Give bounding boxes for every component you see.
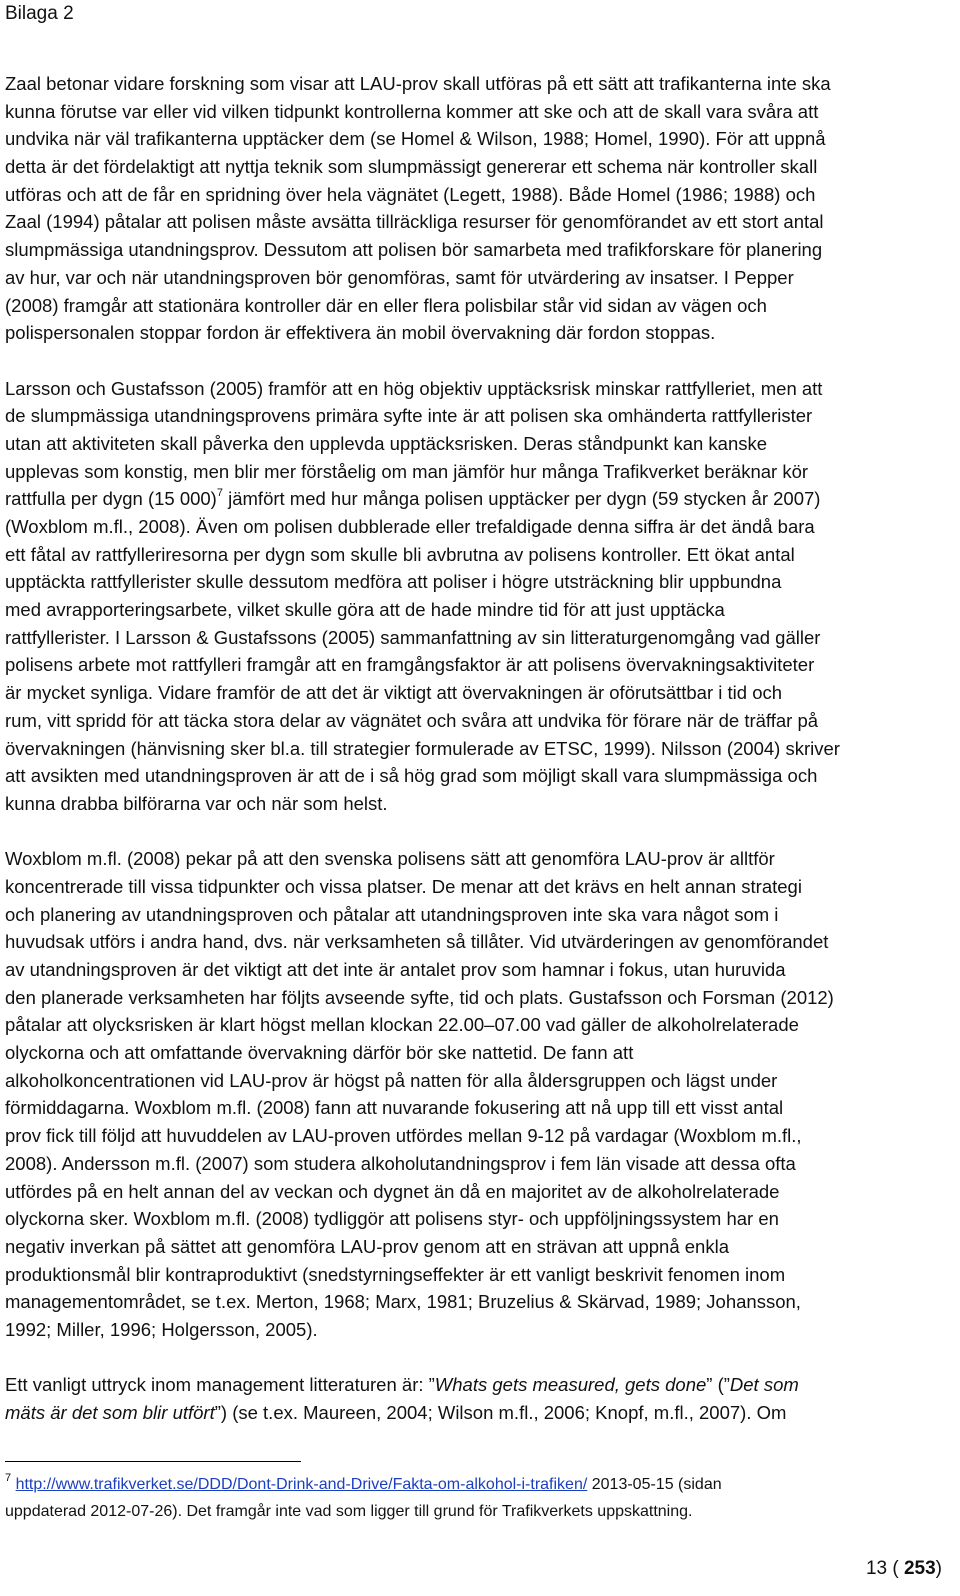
text-segment: ” (”	[706, 1374, 730, 1396]
paragraph-gap	[5, 347, 953, 375]
text-line: av hur, var och när utandningsproven bör genomföras, samt för utvärdering av insatser. I Pepper	[5, 266, 794, 288]
text-line: olyckorna sker. Woxblom m.fl. (2008) tydliggör att polisens styr- och uppföljningssystem har en	[5, 1208, 779, 1230]
paragraph-4	[5, 1371, 953, 1426]
page-total: 253	[903, 1558, 936, 1579]
text-line: och planering av utandningsproven och påtalar att utandningsproven inte ska vara något som i	[5, 903, 779, 925]
text-segment: ”) (se t.ex. Maureen, 2004; Wilson m.fl., 2006; Knopf, m.fl., 2007). Om	[214, 1402, 787, 1423]
quoted-translation: Det som	[729, 1374, 799, 1396]
text-line: av utandningsproven är det viktigt att det inte är antalet prov som hamnar i fokus, utan huruvida	[5, 959, 786, 980]
paragraph-gap	[5, 818, 953, 846]
text-line	[5, 1399, 953, 1427]
text-line: de slumpmässiga utandningsprovens primära syfte inte är att polisen ska omhänderta rattfyllerister	[5, 405, 813, 427]
text-line: rattfyllerister. I Larsson & Gustafssons (2005) sammanfattning av sin litteraturgenomgång vad gäller	[5, 626, 821, 648]
text-segment: rattfulla per dygn (15 000)	[5, 488, 217, 510]
text-line	[5, 1371, 953, 1399]
text-line: Zaal betonar vidare forskning som visar att LAU-prov skall utföras på ett sätt att trafikanterna inte ska	[5, 73, 831, 94]
text-line: att avsikten med utandningsproven är att de i så hög grad som möjligt skall vara slumpmässiga och	[5, 765, 818, 787]
text-line: polispersonalen stoppar fordon är effektivera än mobil övervakning där fordon stoppas.	[5, 322, 716, 344]
page-number	[866, 1556, 942, 1582]
text-line: managementområdet, se t.ex. Merton, 1968; Marx, 1981; Bruzelius & Skärvad, 1989; Johansson,	[5, 1291, 801, 1313]
text-line-with-footnote	[5, 485, 953, 513]
body-text	[5, 70, 953, 1427]
text-line: den planerade verksamheten har följts avseende syfte, tid och plats. Gustafsson och Forsman (2012)	[5, 986, 834, 1008]
text-line: koncentrerade till vissa tidpunkter och vissa platser. De menar att det krävs en helt annan strategi	[5, 875, 802, 897]
footnote-marker: 7	[5, 1471, 12, 1484]
text-line: (2008) framgår att stationära kontroller där en eller flera polisbilar står vid sidan av vägen och	[5, 294, 767, 316]
text-line: polisens arbete mot rattfylleri framgår att en framgångsfaktor är att polisens övervakningsaktiviteter	[5, 654, 815, 676]
footnote-separator	[5, 1461, 301, 1462]
text-line: 1992; Miller, 1996; Holgersson, 2005).	[5, 1318, 318, 1340]
footnote-reference[interactable]: 7	[216, 487, 223, 500]
page-current: 13	[865, 1558, 888, 1579]
text-line: olyckorna och att omfattande övervakning därför bör ske nattetid. De fann att	[5, 1042, 634, 1064]
text-segment: jämfört med hur många polisen upptäcker per dygn (59 stycken år 2007)	[222, 488, 821, 510]
text-line: med avrapporteringsarbete, vilket skulle göra att de hade mindre tid för att just upptäcka	[5, 599, 725, 621]
text-line: förmiddagarna. Woxblom m.fl. (2008) fann att nuvarande fokusering att nå upp till ett visst antal	[5, 1097, 784, 1119]
quoted-translation: mäts är det som blir utfört	[5, 1402, 215, 1423]
footnote-line	[5, 1471, 953, 1498]
page-paren-open: (	[887, 1558, 904, 1579]
page-header: Bilaga 2	[5, 3, 74, 24]
text-line: 2008). Andersson m.fl. (2007) som studera alkoholutandningsprov i fem län visade att dessa ofta	[5, 1152, 796, 1174]
text-line: rum, vitt spridd för att täcka stora delar av vägnätet och svåra att undvika för förare när de träffar på	[5, 709, 819, 731]
text-line: alkoholkoncentrationen vid LAU-prov är högst på natten för alla åldersgruppen och lägst under	[5, 1069, 778, 1091]
quoted-expression: Whats gets measured, gets done	[434, 1374, 707, 1396]
page-paren-close: )	[935, 1558, 942, 1579]
text-line: huvudsak utförs i andra hand, dvs. när verksamheten så tillåter. Vid utvärderingen av genomförandet	[5, 931, 829, 953]
paragraph-2	[5, 375, 953, 818]
text-line: ett fåtal av rattfylleriresorna per dygn som skulle bli avbrutna av polisens kontroller. Ett ökat antal	[5, 543, 795, 565]
text-line: upptäckta rattfyllerister skulle dessutom medföra att poliser i högre utsträckning blir uppbundna	[5, 571, 782, 593]
text-line: Woxblom m.fl. (2008) pekar på att den svenska polisens sätt att genomföra LAU-prov är alltför	[5, 848, 775, 870]
text-line: Zaal (1994) påtalar att polisen måste avsätta tillräckliga resurser för genomförandet av ett stort antal	[5, 211, 824, 233]
text-line: detta är det fördelaktigt att nyttja teknik som slumpmässigt genererar ett schema när kontroller skall	[5, 156, 818, 178]
text-line: upplevas som konstig, men blir mer förståelig om man jämför hur många Trafikverket beräknar kör	[5, 460, 809, 482]
text-line: slumpmässiga utandningsprov. Dessutom att polisen bör samarbeta med trafikforskare för planering	[5, 239, 823, 261]
text-line: negativ inverkan på sättet att genomföra LAU-prov genom att en strävan att uppnå enkla	[5, 1235, 729, 1257]
paragraph-3	[5, 845, 953, 1343]
text-line: undvika när väl trafikanterna upptäcker dem (se Homel & Wilson, 1988; Homel, 1990). För att uppnå	[5, 128, 826, 150]
text-line: utan att aktiviteten skall påverka den upplevda upptäcksrisken. Deras ståndpunkt kan kanske	[5, 432, 768, 454]
text-line: (Woxblom m.fl., 2008). Även om polisen dubblerade eller trefaldigade denna siffra är det ändå bara	[5, 516, 815, 537]
footnote	[5, 1471, 953, 1525]
text-line: påtalar att olycksrisken är klart högst mellan klockan 22.00–07.00 vad gäller de alkoholrelaterade	[5, 1014, 799, 1036]
text-segment: Ett vanligt uttryck inom management litteraturen är: ”	[5, 1374, 435, 1396]
text-line: prov fick till följd att huvuddelen av LAU-proven utfördes mellan 9-12 på vardagar (Woxblom m.fl.,	[5, 1125, 802, 1147]
footnote-date: 2013-05-15 (sidan	[587, 1476, 722, 1493]
text-line: kunna drabba bilförarna var och när som helst.	[5, 792, 388, 814]
paragraph-1	[5, 70, 953, 347]
footnote-line: uppdaterad 2012-07-26). Det framgår inte vad som ligger till grund för Trafikverkets uppskattning.	[5, 1503, 693, 1520]
text-line: utfördes på en helt annan del av veckan och dygnet än då en majoritet av de alkoholrelaterade	[5, 1180, 780, 1202]
paragraph-gap	[5, 1344, 953, 1372]
text-line: utföras och att de får en spridning över hela vägnätet (Legett, 1988). Både Homel (1986; 1988) och	[5, 183, 816, 205]
text-line: Larsson och Gustafsson (2005) framför att en hög objektiv upptäcksrisk minskar rattfylleriet, men att	[5, 377, 823, 399]
footnote-link[interactable]: http://www.trafikverket.se/DDD/Dont-Drink-and-Drive/Fakta-om-alkohol-i-trafiken/	[15, 1476, 588, 1493]
text-line: övervakningen (hänvisning sker bl.a. till strategier formulerade av ETSC, 1999). Nilsson (2004) skriver	[5, 737, 840, 759]
text-line: kunna förutse var eller vid vilken tidpunkt kontrollerna kommer att ske och att de skall vara svåra att	[5, 100, 819, 122]
text-line: produktionsmål blir kontraproduktivt (snedstyrningseffekter är ett vanligt beskrivit fenomen inom	[5, 1263, 786, 1285]
text-line: är mycket synliga. Vidare framför de att det är viktigt att övervakningen är oförutsättbar i tid och	[5, 682, 783, 704]
